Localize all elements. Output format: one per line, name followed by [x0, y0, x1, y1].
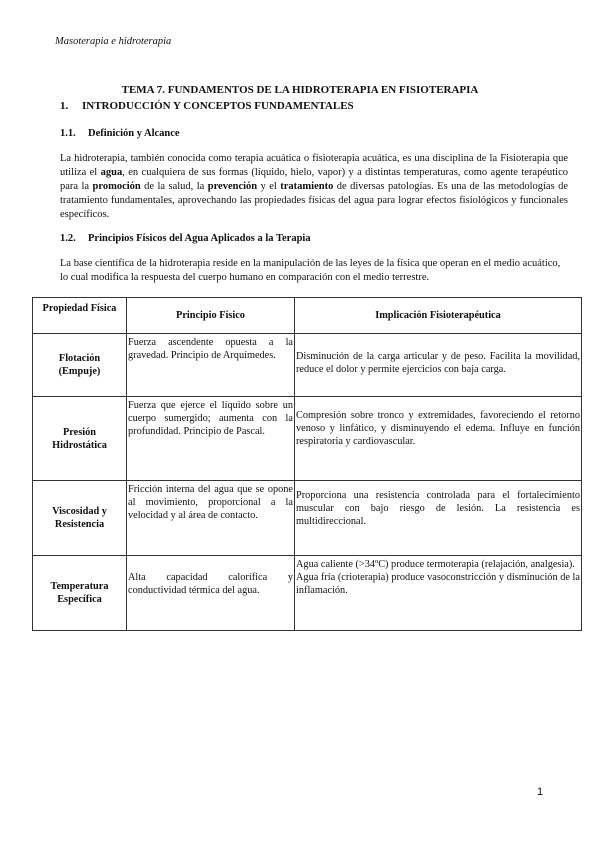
principle-cell: Fricción interna del agua que se opone al movimiento, proporcional a la velocidad y al área de contacto. — [127, 481, 295, 556]
principle-cell: Alta capacidad calorífica y conductividad térmica del agua. — [127, 556, 295, 631]
table-row — [33, 397, 582, 481]
implication-cell: Proporciona una resistencia controlada para el fortalecimiento muscular con bajo riesgo de lesión. La resistencia es multidireccional. — [295, 481, 582, 556]
property-cell: Temperatura Específica — [33, 556, 127, 631]
property-cell: Presión Hidrostática — [33, 397, 127, 481]
table-row — [33, 334, 582, 397]
principle-cell: Fuerza que ejerce el líquido sobre un cuerpo sumergido; aumenta con la profundidad. Principio de Pascal. — [127, 397, 295, 481]
implication-cell: Disminución de la carga articular y de peso. Facilita la movilidad, reduce el dolor y permite ejercicios con baja carga. — [295, 334, 582, 397]
section-heading-1: 1. INTRODUCCIÓN Y CONCEPTOS FUNDAMENTALES — [60, 100, 354, 112]
table-row — [33, 556, 582, 631]
properties-table — [32, 297, 582, 631]
principle-cell: Fuerza ascendente opuesta a la gravedad. Principio de Arquímedes. — [127, 334, 295, 397]
running-header: Masoterapia e hidroterapia — [55, 36, 172, 47]
section-heading-1-2: 1.2. Principios Físicos del Agua Aplicados a la Terapia — [60, 233, 311, 244]
header-cell: Principio Físico — [127, 298, 295, 334]
header-cell: Implicación Fisioterapéutica — [295, 298, 582, 334]
table-row — [33, 481, 582, 556]
implication-cell: Compresión sobre tronco y extremidades, favoreciendo el retorno venoso y linfático, y disminuyendo el edema. Influye en función respiratoria y cardiovascular. — [295, 397, 582, 481]
document-title: TEMA 7. FUNDAMENTOS DE LA HIDROTERAPIA EN FISIOTERAPIA — [121, 84, 479, 96]
paragraph-base: La base científica de la hidroterapia reside en la manipulación de las leyes de la física que operan en el medio acuático, lo cual modifica la respuesta del cuerpo humano en comparación con el medio terrestre. — [60, 258, 561, 283]
implication-cell: Agua caliente (>34ºC) produce termoterapia (relajación, analgesia). Agua fría (crioterapia) produce vasoconstricción y disminución de la inflamación. — [295, 556, 582, 631]
header-cell: Propiedad Física — [33, 298, 127, 334]
section-heading-1-1: 1.1. Definición y Alcance — [60, 128, 180, 139]
paragraph-definition: La hidroterapia, también conocida como terapia acuática o fisioterapia acuática, es una disciplina de la Fisioterapia que utiliza el agua, en cualquiera de sus formas (líquido, hielo, vapor) y a distintas temperaturas, como agente terapéutico para la promoción de la salud, la prevención y el tratamiento de diversas patologías. Es una de las metodologías de tratamiento fundamentales, aprovechando las propiedades físicas del agua para lograr efectos fisiológicos y funcionales específicos. — [60, 153, 569, 220]
table-header-row — [33, 298, 582, 334]
property-cell: Flotación (Empuje) — [33, 334, 127, 397]
property-cell: Viscosidad y Resistencia — [33, 481, 127, 556]
page-number: 1 — [537, 786, 544, 798]
